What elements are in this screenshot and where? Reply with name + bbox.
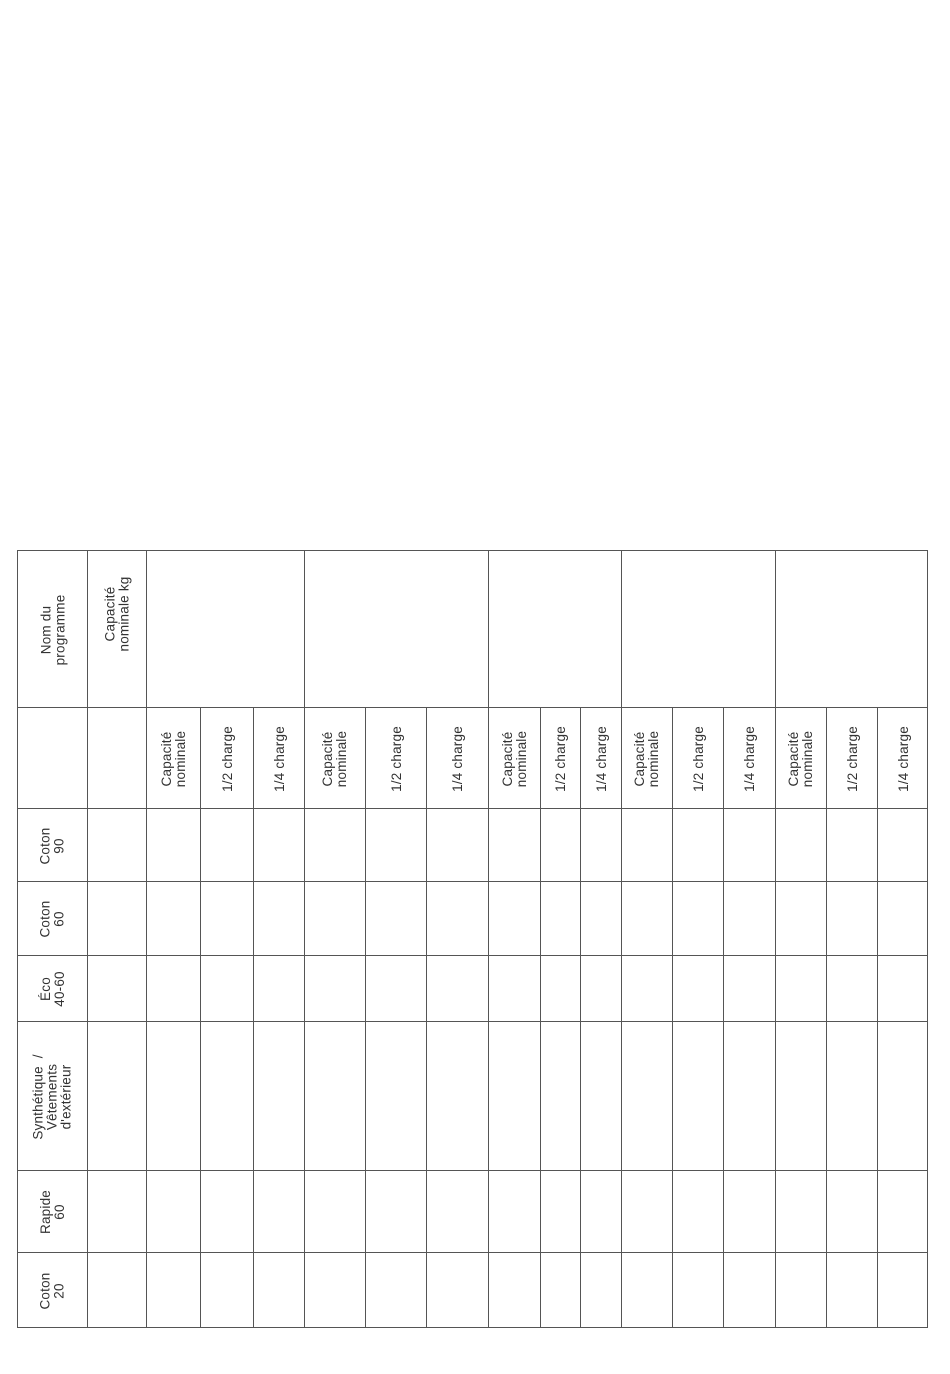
program-row-label-label: Éco 40-60 [38, 971, 67, 1007]
subheader-4-1 [622, 708, 673, 809]
program-row-label-label: Coton 20 [38, 1272, 67, 1310]
subheader-3-2 [541, 708, 581, 809]
program-row-label-label: Rapide 60 [37, 1190, 67, 1234]
program-row-label-label: Synthétique / Vêtements d'extérieur [31, 1053, 75, 1140]
header-capacity-kg-label: Capacité nominale kg [102, 576, 132, 651]
subheader-4-3 [724, 708, 776, 809]
subheader-3-1 [489, 708, 541, 809]
subheader-1-2-label: 1/2 charge [219, 725, 235, 792]
subheader-3-2-label: 1/2 charge [553, 725, 569, 792]
column-divider [304, 551, 305, 1327]
subheader-4-2 [673, 708, 724, 809]
row-divider [18, 955, 927, 956]
subheader-2-2 [366, 708, 427, 809]
program-row-label [18, 1022, 88, 1171]
row-divider [18, 1170, 927, 1171]
program-row-label [18, 1253, 88, 1329]
row-divider [18, 1021, 927, 1022]
program-row-label-label: Coton 90 [38, 826, 67, 865]
column-divider [488, 551, 489, 1327]
subheader-1-2 [201, 708, 254, 809]
subheader-5-3-label: 1/4 charge [895, 725, 911, 792]
subheader-5-3 [878, 708, 929, 809]
program-row-label [18, 956, 88, 1022]
subheader-5-1 [776, 708, 827, 809]
subheader-2-3 [427, 708, 489, 809]
header-program-name [18, 551, 88, 708]
subheader-4-3-label: 1/4 charge [742, 725, 758, 792]
subheader-2-2-label: 1/2 charge [388, 725, 404, 792]
subheader-5-2 [827, 708, 878, 809]
subheader-3-1-label: Capacité nominale [500, 730, 530, 787]
header-program-name-label: Nom du programme [38, 594, 68, 665]
subheader-1-1 [147, 708, 201, 809]
subheader-2-1 [305, 708, 366, 809]
subheader-3-3-label: 1/4 charge [593, 725, 609, 792]
program-row-label-label: Coton 60 [38, 900, 67, 938]
subheader-5-2-label: 1/2 charge [844, 725, 860, 792]
subheader-1-1-label: Capacité nominale [159, 730, 189, 787]
row-divider [18, 1252, 927, 1253]
subheader-3-3 [581, 708, 622, 809]
subheader-1-3 [254, 708, 305, 809]
program-row-label [18, 1171, 88, 1253]
program-row-label [18, 809, 88, 882]
subheader-2-3-label: 1/4 charge [450, 725, 466, 792]
subheader-4-1-label: Capacité nominale [632, 730, 662, 787]
subheader-4-2-label: 1/2 charge [690, 725, 706, 792]
subheader-2-1-label: Capacité nominale [320, 730, 350, 787]
header-capacity-kg [88, 551, 147, 676]
program-table [17, 550, 928, 1328]
subheader-1-3-label: 1/4 charge [271, 725, 287, 792]
column-divider [621, 551, 622, 1327]
row-divider [18, 881, 927, 882]
column-divider [775, 551, 776, 1327]
program-row-label [18, 882, 88, 956]
subheader-5-1-label: Capacité nominale [786, 730, 816, 787]
